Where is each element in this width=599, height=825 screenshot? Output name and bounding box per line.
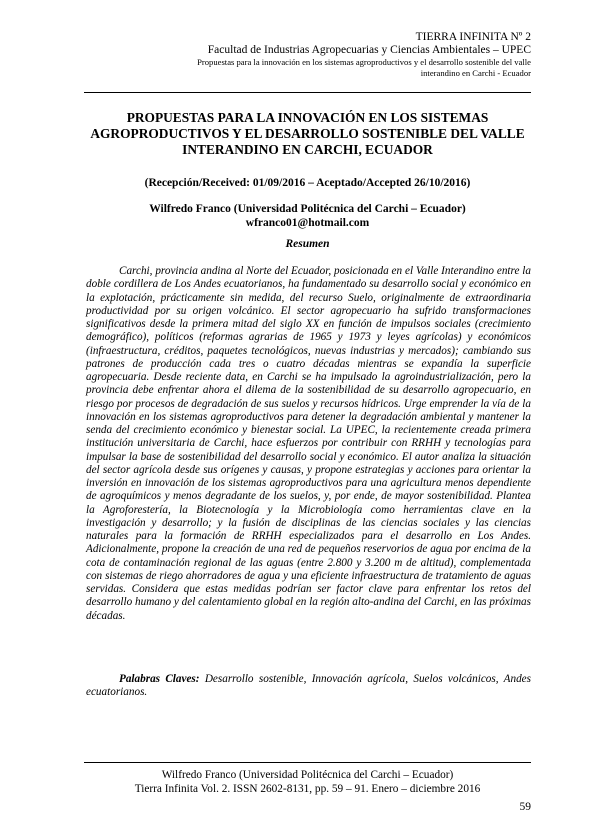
running-footer (84, 768, 531, 796)
abstract-text: Carchi, provincia andina al Norte del Ecuador, posicionada en el Valle Interandino entre la doble cordillera de Los Andes ecuatorianos, ha fundamentado su desarrollo social y económico en la explotación, prácticamente sin medida, del recurso Suelo, originalmente de extraordinaria productividad por su origen volcánico. El sector agropecuario ha sufrido transformaciones significativos desde la primera mitad del siglo XX en función de impulsos sociales (crecimiento demográfico), políticos (reformas agrarias de 1965 y 1973 y leyes agrícolas) y económicos (infraestructura, créditos, paquetes tecnológicos, nuevas industrias y mercados); cambiando sus patrones de producción cada tres o cuatro décadas mientras se expandía la superficie agropecuaria. Desde reciente data, en Carchi se ha impulsado la agroindustrialización, pero la provincia debe enfrentar ahora el dilema de la sostenibilidad de su desarrollo agropecuario, en riesgo por procesos de degradación de sus suelos y recursos hídricos. Urge emprender la vía de la innovación en los sistemas agroproductivos para detener la degradación ambiental y mantener la senda del crecimiento económico y bienestar social. La UPEC, la recientemente creada primera institución universitaria de Carchi, hace esfuerzos por contribuir con RRHH y tecnologías para impulsar la base de sostenibilidad del desarrollo social y económico. El autor analiza la situación del sector agrícola desde sus orígenes y causas, y propone estrategias y acciones para orientar la inversión en innovación de los sistemas agroproductivos para una agricultura menos dependiente de agroquímicos y menos degradante de los suelos, y, por ende, de mayor sostenibilidad. Plantea la Agroforestería, la Biotecnología y la Microbiología como herramientas clave en la investigación y desarrollo; y la fusión de disciplinas de las ciencias sociales y las ciencias naturales para la formación de RRHH especializados para el desarrollo en Los Andes. Adicionalmente, propone la creación de una red de pequeños reservorios de agua por encima de la cota de contaminación regional de las aguas (entre 2.800 y 3.200 m de altitud), complementada con sistemas de riego ahorradores de agua y una eficiente infraestructura de tratamiento de aguas servidas. Considera que estas medidas podrían ser factor clave para enfrentar los retos del desarrollo humano y del calentamiento global en la región alto-andina del Carchi, en las próximas décadas. (86, 265, 531, 622)
journal-name: TIERRA INFINITA Nº 2 (415, 31, 531, 43)
author-affiliation: Wilfredo Franco (Universidad Politécnica del Carchi – Ecuador) (149, 203, 466, 215)
keywords-list: Desarrollo sostenible, Innovación agrícola, Suelos volcánicos, Andes ecuatorianos. (86, 673, 531, 699)
abstract-heading: Resumen (285, 238, 330, 250)
running-header (91, 31, 531, 79)
faculty-name: Facultad de Industrias Agropecuarias y Ciencias Ambientales – UPEC (207, 44, 531, 56)
received-accepted-dates: (Recepción/Received: 01/09/2016 – Aceptado/Accepted 26/10/2016) (144, 177, 471, 189)
footer-divider (84, 762, 531, 763)
keywords-paragraph (86, 673, 531, 700)
running-title-line-1: Propuestas para la innovación en los sistemas agroproductivos y el desarrollo sostenible del valle (197, 57, 531, 67)
keywords-label: Palabras Claves: (119, 673, 200, 685)
author-block (84, 202, 531, 230)
footer-citation: Tierra Infinita Vol. 2. ISSN 2602-8131, pp. 59 – 91. Enero – diciembre 2016 (134, 783, 481, 795)
header-divider (84, 92, 531, 93)
article-title: PROPUESTAS PARA LA INNOVACIÓN EN LOS SISTEMAS AGROPRODUCTIVOS Y EL DESARROLLO SOSTENIBLE DEL VALLE INTERANDINO EN CARCHI, ECUADOR (90, 110, 525, 157)
running-title-line-2: interandino en Carchi - Ecuador (420, 68, 531, 78)
footer-author: Wilfredo Franco (Universidad Politécnica del Carchi – Ecuador) (161, 769, 454, 781)
author-email: wfranco01@hotmail.com (245, 217, 370, 229)
page-number: 59 (519, 801, 531, 813)
